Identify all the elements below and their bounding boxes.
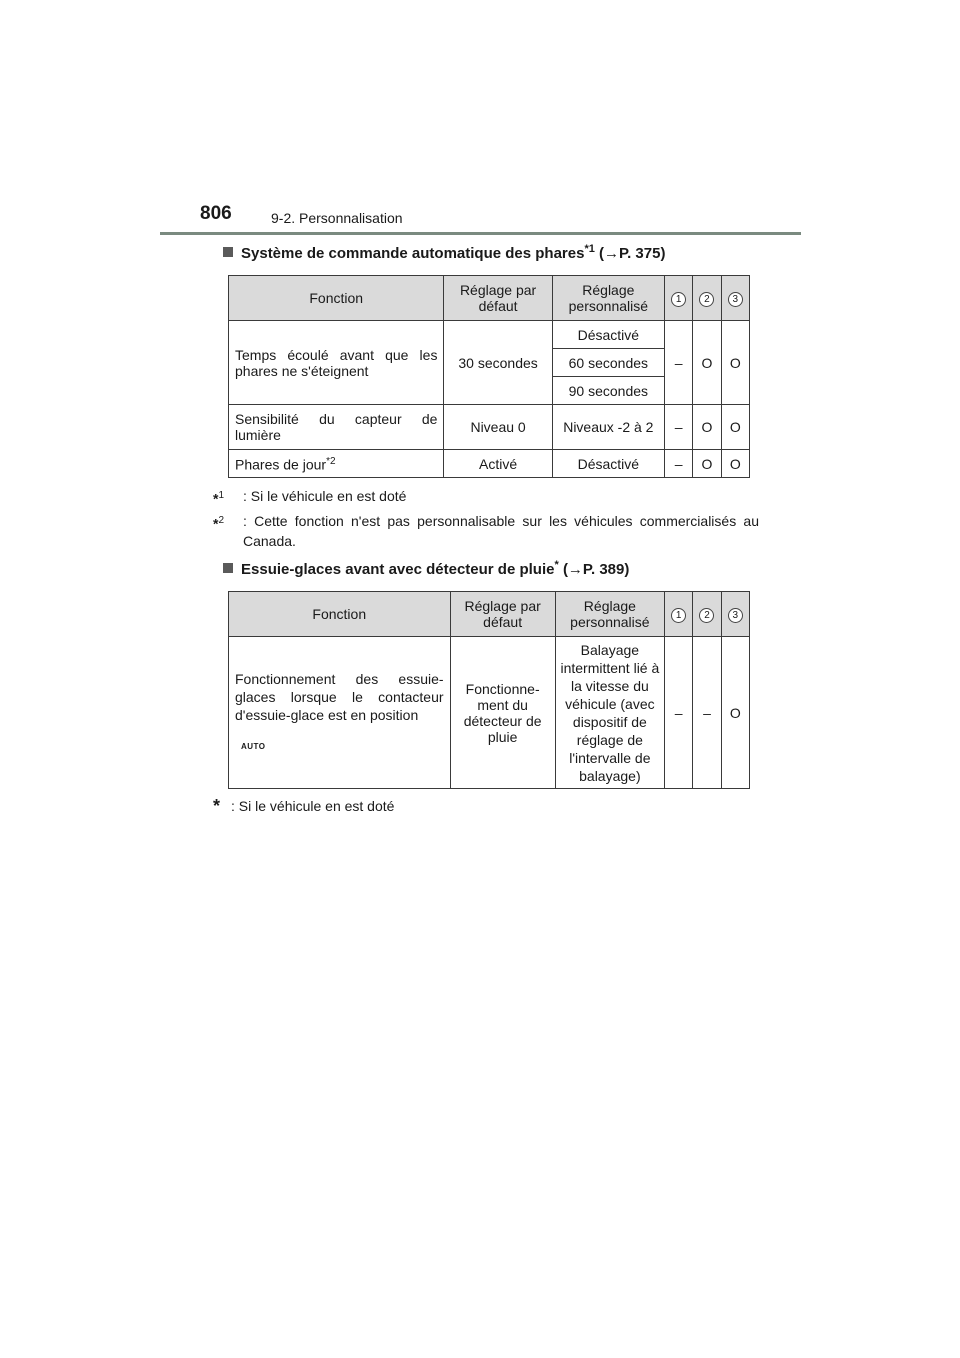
- circle-2-icon: 2: [699, 608, 714, 623]
- section1-ref: (→P. 375): [599, 245, 666, 262]
- row2-c1: –: [664, 405, 692, 450]
- s2-row1-option: Balayage intermittent lié à la vitesse du véhicule (avec dispositif de réglage de l'intervalle de balayage): [555, 637, 664, 789]
- section2-heading: [223, 559, 629, 578]
- header-rule: [160, 232, 801, 235]
- row2-c3: O: [721, 405, 749, 450]
- circle-3-icon: 3: [728, 608, 743, 623]
- row1-option-2: 60 secondes: [552, 349, 664, 377]
- row1-defaut: 30 secondes: [444, 321, 552, 405]
- table-row: [229, 637, 750, 789]
- circle-1-icon: 1: [671, 608, 686, 623]
- footnote-3: * : Si le véhicule en est doté: [213, 796, 395, 816]
- section2-title-sup: *: [554, 559, 559, 571]
- section2-ref: (→P. 389): [562, 561, 630, 578]
- header-col-2: [693, 276, 721, 321]
- table-header-row: [229, 592, 750, 637]
- footnote-2: *$^2$ : Cette fonction n'est pas personnalisable sur les véhicules commercialisés au Canada.: [213, 513, 759, 549]
- row1-option-1: Désactivé: [552, 321, 664, 349]
- s2-row1-c3: O: [721, 637, 749, 789]
- header-fonction: Fonction: [229, 276, 444, 321]
- page-number: 806: [200, 203, 232, 224]
- header-col-1: [664, 276, 692, 321]
- row1-c3: O: [721, 321, 749, 405]
- row3-option: Désactivé: [552, 450, 664, 478]
- circle-3-icon: 3: [728, 292, 743, 307]
- row2-c2: O: [693, 405, 721, 450]
- page-header: [0, 0, 960, 240]
- row1-c1: –: [664, 321, 692, 405]
- section2-table: [228, 591, 750, 789]
- table-row: [229, 450, 750, 478]
- square-bullet-icon: [223, 247, 233, 257]
- header-col-2: [693, 592, 721, 637]
- table-header-row: [229, 276, 750, 321]
- row3-c3: O: [721, 450, 749, 478]
- row3-defaut: Activé: [444, 450, 552, 478]
- header-col-3: [721, 276, 749, 321]
- section1-table: [228, 275, 750, 478]
- section1-title: Système de commande automatique des phares: [241, 245, 585, 262]
- s2-row1-fonction: Fonctionnement des essuie-glaces lorsque le contacteur d'essuie-glace est en position AUTO: [229, 637, 451, 789]
- row1-option-3: 90 secondes: [552, 377, 664, 405]
- section1-title-sup: *1: [584, 243, 595, 255]
- row1-c2: O: [693, 321, 721, 405]
- row3-fonction: Phares de jour$^{*2}$: [229, 450, 444, 478]
- s2-row1-defaut: Fonctionne-ment du détecteur de pluie: [450, 637, 555, 789]
- table-row: [229, 405, 750, 450]
- square-bullet-icon: [223, 563, 233, 573]
- section-title: 9-2. Personnalisation: [271, 210, 403, 226]
- footnote-1: *$^1$ : Si le véhicule en est doté: [213, 488, 407, 507]
- s2-row1-c1: –: [665, 637, 693, 789]
- header-personnalise: Réglage personnalisé: [555, 592, 664, 637]
- header-col-3: [721, 592, 749, 637]
- s2-row1-c2: –: [693, 637, 721, 789]
- header-col-1: [665, 592, 693, 637]
- circle-2-icon: 2: [699, 292, 714, 307]
- header-defaut: Réglage par défaut: [444, 276, 552, 321]
- row2-option: Niveaux -2 à 2: [552, 405, 664, 450]
- auto-switch-icon: AUTO: [241, 741, 266, 751]
- row3-c2: O: [693, 450, 721, 478]
- section2-title: Essuie-glaces avant avec détecteur de pluie: [241, 561, 555, 578]
- row1-fonction: Temps écoulé avant que les phares ne s'éteignent: [229, 321, 444, 405]
- section1-heading: [223, 243, 665, 262]
- header-fonction: Fonction: [229, 592, 451, 637]
- header-personnalise: Réglage personnalisé: [552, 276, 664, 321]
- row3-c1: –: [664, 450, 692, 478]
- row2-defaut: Niveau 0: [444, 405, 552, 450]
- row2-fonction: Sensibilité du capteur de lumière: [229, 405, 444, 450]
- circle-1-icon: 1: [671, 292, 686, 307]
- table-row: [229, 321, 750, 349]
- header-defaut: Réglage par défaut: [450, 592, 555, 637]
